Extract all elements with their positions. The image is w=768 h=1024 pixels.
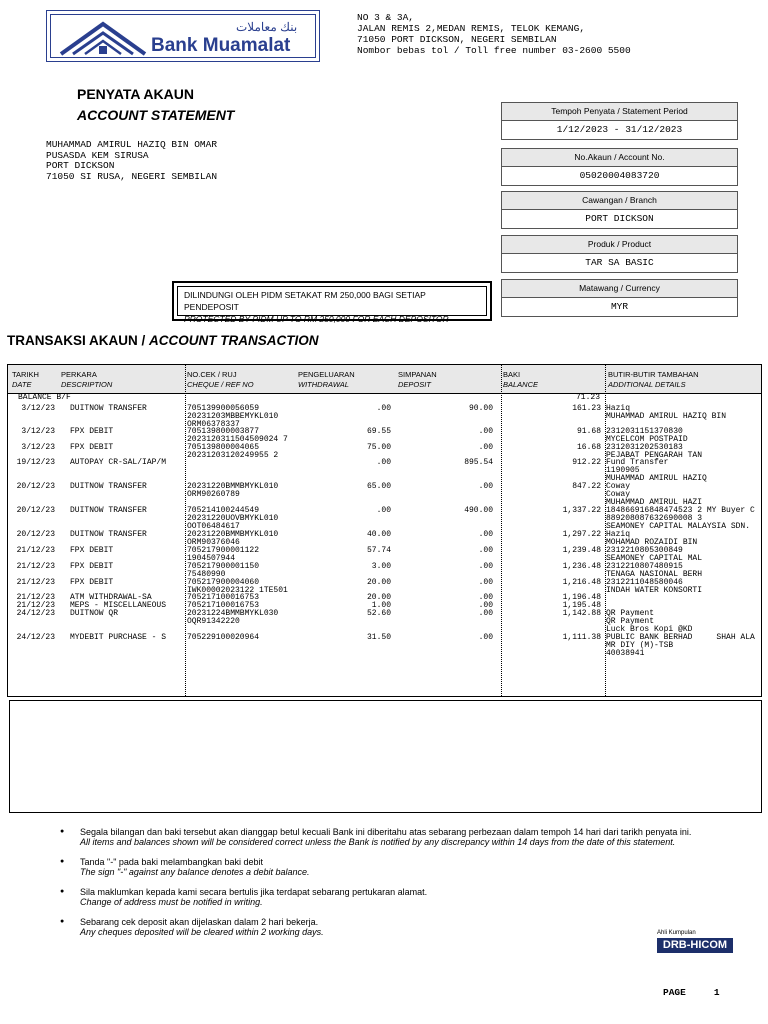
bullet-icon: ● xyxy=(60,918,65,925)
column-header-english: DESCRIPTION xyxy=(61,380,113,389)
column-header-malay: BAKI xyxy=(503,370,521,379)
row-additional-details: PUBLIC BANK BERHAD SHAH ALA MR DIY (M)-TSB 40038941 xyxy=(606,633,755,658)
row-additional-details: 2312031151370830 MYCELCOM POSTPAID xyxy=(606,427,688,444)
balance-bf-amount: 71.23 xyxy=(575,393,600,402)
account-no-value: 05020004083720 xyxy=(501,167,738,186)
row-withdrawal: 20.00 xyxy=(366,593,391,602)
row-description: FPX DEBIT xyxy=(70,562,114,571)
row-balance: 847.22 xyxy=(572,482,601,491)
row-withdrawal: .00 xyxy=(376,458,391,467)
row-additional-details: 2312211048580046 INDAH WATER KONSORTI xyxy=(606,578,703,595)
customer-name: MUHAMMAD AMIRUL HAZIQ BIN OMAR xyxy=(46,139,218,150)
row-reference: 705217900001122 1904507944 xyxy=(187,546,260,563)
bank-logo xyxy=(46,10,320,62)
row-withdrawal: 52.60 xyxy=(366,609,391,618)
row-date: 20/12/23 xyxy=(16,482,55,491)
row-withdrawal: 69.55 xyxy=(366,427,391,436)
column-header-malay: BUTIR-BUTIR TAMBAHAN xyxy=(608,370,699,379)
currency-value: MYR xyxy=(501,298,738,317)
row-deposit: 490.00 xyxy=(464,506,493,515)
row-deposit: .00 xyxy=(478,609,493,618)
row-balance: 1,142.88 xyxy=(562,609,601,618)
branch-label: Cawangan / Branch xyxy=(501,191,738,210)
row-additional-details: 2312210805300849 SEAMONEY CAPITAL MAL xyxy=(606,546,703,563)
row-deposit: 90.00 xyxy=(468,404,493,413)
column-header-malay: PENGELUARAN xyxy=(298,370,355,379)
row-withdrawal: .00 xyxy=(376,506,391,515)
customer-address-line: 71050 SI RUSA, NEGERI SEMBILAN xyxy=(46,170,218,182)
row-reference: 705139800003877 2023120311504509024 7 xyxy=(187,427,288,444)
row-balance: 1,111.38 xyxy=(562,633,601,642)
row-date: 21/12/23 xyxy=(16,578,55,587)
bank-address-line: 71050 PORT DICKSON, NEGERI SEMBILAN xyxy=(357,34,557,45)
row-reference: 705229100020964 xyxy=(187,633,260,642)
bank-address-line: NO 3 & 3A, xyxy=(357,12,415,23)
row-description: DUITNOW TRANSFER xyxy=(70,404,147,413)
row-reference: 705214100244549 20231220UOVBMYKL010 OOT06484617 xyxy=(187,506,279,531)
row-deposit: .00 xyxy=(478,546,493,555)
footer-note xyxy=(60,887,740,907)
row-withdrawal: 75.00 xyxy=(366,443,391,452)
row-description: ATM WITHDRAWAL-SA xyxy=(70,593,152,602)
row-reference: 705217100016753 xyxy=(187,593,260,602)
row-date: 24/12/23 xyxy=(16,633,55,642)
row-additional-details: Haziq MUHAMMAD AMIRUL HAZIQ BIN xyxy=(606,404,727,421)
footer-note-malay: Tanda "-" pada baki melambangkan baki debit xyxy=(80,857,264,867)
row-withdrawal: 65.00 xyxy=(366,482,391,491)
row-description: MEPS - MISCELLANEOUS xyxy=(70,601,167,610)
row-balance: 161.23 xyxy=(572,404,601,413)
branch-value: PORT DICKSON xyxy=(501,210,738,229)
row-balance: 1,216.48 xyxy=(562,578,601,587)
row-deposit: .00 xyxy=(478,601,493,610)
row-balance: 1,196.48 xyxy=(562,593,601,602)
row-additional-details: Fund Transfer 1190905 MUHAMMAD AMIRUL HAZIQ xyxy=(606,458,707,483)
bank-address xyxy=(357,12,631,56)
pidm-notice-malay: DILINDUNGI OLEH PIDM SETAKAT RM 250,000 BAGI SETIAP PENDEPOSIT xyxy=(184,290,426,312)
row-date: 21/12/23 xyxy=(16,601,55,610)
row-balance: 1,297.22 xyxy=(562,530,601,539)
row-deposit: .00 xyxy=(478,578,493,587)
drb-hicom-logo: DRB-HICOM xyxy=(657,938,733,953)
row-withdrawal: 31.50 xyxy=(366,633,391,642)
pidm-notice-english: PROTECTED BY PIDM UP TO RM 250,000 FOR EACH DEPOSITOR xyxy=(184,314,449,324)
customer-address-line: PORT DICKSON xyxy=(46,160,115,171)
page-label: PAGE xyxy=(663,987,686,998)
column-header-english: ADDITIONAL DETAILS xyxy=(608,380,686,389)
drb-member-label: Ahli Kumpulan xyxy=(657,930,696,936)
page-indicator xyxy=(663,987,720,998)
bank-logo-emblem-icon xyxy=(59,20,147,56)
column-header xyxy=(398,370,437,390)
footer-note-english: Any cheques deposited will be cleared within 2 working days. xyxy=(80,927,324,937)
footer-note-english: All items and balances shown will be considered correct unless the Bank is notified by any discrepancy within 14 days from the date of this statement. xyxy=(80,837,676,847)
row-description: DUITNOW TRANSFER xyxy=(70,530,147,539)
bank-address-line: JALAN REMIS 2,MEDAN REMIS, TELOK KEMANG, xyxy=(357,23,586,34)
transaction-title-english: ACCOUNT TRANSACTION xyxy=(149,333,319,348)
row-date: 19/12/23 xyxy=(16,458,55,467)
row-date: 3/12/23 xyxy=(21,427,55,436)
column-header xyxy=(298,370,355,390)
footer-note xyxy=(60,857,740,877)
row-date: 21/12/23 xyxy=(16,562,55,571)
product-value: TAR SA BASIC xyxy=(501,254,738,273)
row-date: 3/12/23 xyxy=(21,404,55,413)
row-withdrawal: 20.00 xyxy=(366,578,391,587)
statement-period-value: 1/12/2023 - 31/12/2023 xyxy=(501,121,738,140)
row-balance: 912.22 xyxy=(572,458,601,467)
row-additional-details: 184866916848474523 2 MY Buyer C 889208087632690008 3 SEAMONEY CAPITAL MALAYSIA SDN. xyxy=(606,506,755,531)
row-description: FPX DEBIT xyxy=(70,578,114,587)
column-header-english: WITHDRAWAL xyxy=(298,380,349,389)
footer-note xyxy=(60,827,740,847)
row-description: DUITNOW QR xyxy=(70,609,119,618)
row-withdrawal: 40.00 xyxy=(366,530,391,539)
row-date: 20/12/23 xyxy=(16,506,55,515)
currency-label: Matawang / Currency xyxy=(501,279,738,298)
row-date: 20/12/23 xyxy=(16,530,55,539)
column-header xyxy=(61,370,112,390)
bank-tollfree-line: Nombor bebas tol / Toll free number 03-2600 5500 xyxy=(357,45,631,56)
column-header xyxy=(187,370,254,390)
row-additional-details: Haziq MOHAMAD ROZAIDI BIN xyxy=(606,530,698,547)
row-balance: 1,239.48 xyxy=(562,546,601,555)
column-divider xyxy=(185,365,186,696)
row-reference: 20231220BMMBMYKL010 ORM90376046 xyxy=(187,530,279,547)
column-header-english: DATE xyxy=(12,380,32,389)
row-reference: 20231224BMMBMYKL030 OQR91342220 xyxy=(187,609,279,626)
column-divider xyxy=(501,365,502,696)
transaction-title-malay: TRANSAKSI AKAUN xyxy=(7,333,138,348)
bank-logo-text: Bank Muamalat xyxy=(151,35,291,56)
row-withdrawal: 3.00 xyxy=(371,562,391,571)
column-header xyxy=(503,370,538,390)
bullet-icon: ● xyxy=(60,858,65,865)
footer-note xyxy=(60,917,740,937)
row-withdrawal: .00 xyxy=(376,404,391,413)
row-balance: 1,236.48 xyxy=(562,562,601,571)
row-balance: 1,337.22 xyxy=(562,506,601,515)
empty-notes-box xyxy=(9,700,762,813)
row-description: MYDEBIT PURCHASE - S xyxy=(70,633,167,642)
product-label: Produk / Product xyxy=(501,235,738,254)
row-balance: 16.68 xyxy=(576,443,601,452)
row-reference: 705217900004060 IWK00002023122 1TE501 xyxy=(187,578,288,595)
row-description: AUTOPAY CR-SAL/IAP/M xyxy=(70,458,167,467)
footer-note-malay: Sebarang cek deposit akan dijelaskan dalam 2 hari bekerja. xyxy=(80,917,319,927)
row-description: DUITNOW TRANSFER xyxy=(70,482,147,491)
bank-logo-arabic: بنك معاملات xyxy=(236,20,298,34)
column-header-english: CHEQUE / REF NO xyxy=(187,380,254,389)
row-balance: 91.68 xyxy=(576,427,601,436)
row-deposit: .00 xyxy=(478,562,493,571)
footer-note-malay: Sila maklumkan kepada kami secara bertulis jika terdapat sebarang pertukaran alamat. xyxy=(80,887,428,897)
row-description: DUITNOW TRANSFER xyxy=(70,506,147,515)
row-additional-details: 2312210807480915 TENAGA NASIONAL BERH xyxy=(606,562,703,579)
row-withdrawal: 57.74 xyxy=(366,546,391,555)
row-deposit: .00 xyxy=(478,633,493,642)
row-withdrawal: 1.00 xyxy=(371,601,391,610)
row-date: 21/12/23 xyxy=(16,546,55,555)
footer-notes xyxy=(60,827,740,947)
footer-note-english: The sign "-" against any balance denotes a debit balance. xyxy=(80,867,310,877)
account-no-label: No.Akaun / Account No. xyxy=(501,148,738,167)
customer-address-line: PUSASDA KEM SIRUSA xyxy=(46,149,149,161)
column-header xyxy=(608,370,699,390)
balance-bf-label: BALANCE B/F xyxy=(18,393,71,402)
row-additional-details: QR Payment QR Payment Luck Bros Kopi @KD xyxy=(606,609,693,634)
page-number: 1 xyxy=(713,987,720,998)
row-deposit: 895.54 xyxy=(464,458,493,467)
row-description: FPX DEBIT xyxy=(70,546,114,555)
statement-title-malay: PENYATA AKAUN xyxy=(77,86,194,102)
footer-note-english: Change of address must be notified in writing. xyxy=(80,897,263,907)
column-header-malay: TARIKH xyxy=(12,370,39,379)
row-date: 24/12/23 xyxy=(16,609,55,618)
column-header-english: DEPOSIT xyxy=(398,380,431,389)
row-additional-details: 2312031202530183 PEJABAT PENGARAH TAN xyxy=(606,443,703,460)
transaction-section-title: TRANSAKSI AKAUN / ACCOUNT TRANSACTION xyxy=(7,333,319,348)
row-description: FPX DEBIT xyxy=(70,427,114,436)
row-deposit: .00 xyxy=(478,530,493,539)
row-date: 21/12/23 xyxy=(16,593,55,602)
row-date: 3/12/23 xyxy=(21,443,55,452)
row-additional-details: Coway Coway MUHAMMAD AMIRUL HAZI xyxy=(606,482,703,507)
statement-period-label: Tempoh Penyata / Statement Period xyxy=(501,102,738,121)
row-deposit: .00 xyxy=(478,482,493,491)
row-reference: 705217100016753 xyxy=(187,601,260,610)
statement-title-english: ACCOUNT STATEMENT xyxy=(77,107,235,123)
footer-note-malay: Segala bilangan dan baki tersebut akan dianggap betul kecuali Bank ini diberitahu atas sebarang perbezaan dalam tempoh 14 hari dari tarikh penyata ini. xyxy=(80,827,692,837)
pidm-notice xyxy=(172,281,492,324)
column-header-english: BALANCE xyxy=(503,380,539,389)
row-reference: 705139900056059 20231203MBBEMYKL010 ORM06378337 xyxy=(187,404,279,429)
column-header-malay: SIMPANAN xyxy=(398,370,437,379)
customer-address xyxy=(46,140,217,182)
row-balance: 1,195.48 xyxy=(562,601,601,610)
row-description: FPX DEBIT xyxy=(70,443,114,452)
column-header-malay: NO.CEK / RUJ xyxy=(187,370,237,379)
bullet-icon: ● xyxy=(60,888,65,895)
row-deposit: .00 xyxy=(478,593,493,602)
bullet-icon: ● xyxy=(60,828,65,835)
row-reference: 705139800004065 20231203120249955 2 xyxy=(187,443,279,460)
row-reference: 20231220BMMBMYKL010 ORM90260789 xyxy=(187,482,279,499)
row-reference: 705217900001150 75480990 xyxy=(187,562,260,579)
row-deposit: .00 xyxy=(478,443,493,452)
transaction-table xyxy=(7,364,762,697)
row-deposit: .00 xyxy=(478,427,493,436)
column-header-malay: PERKARA xyxy=(61,370,97,379)
column-header xyxy=(12,370,39,390)
